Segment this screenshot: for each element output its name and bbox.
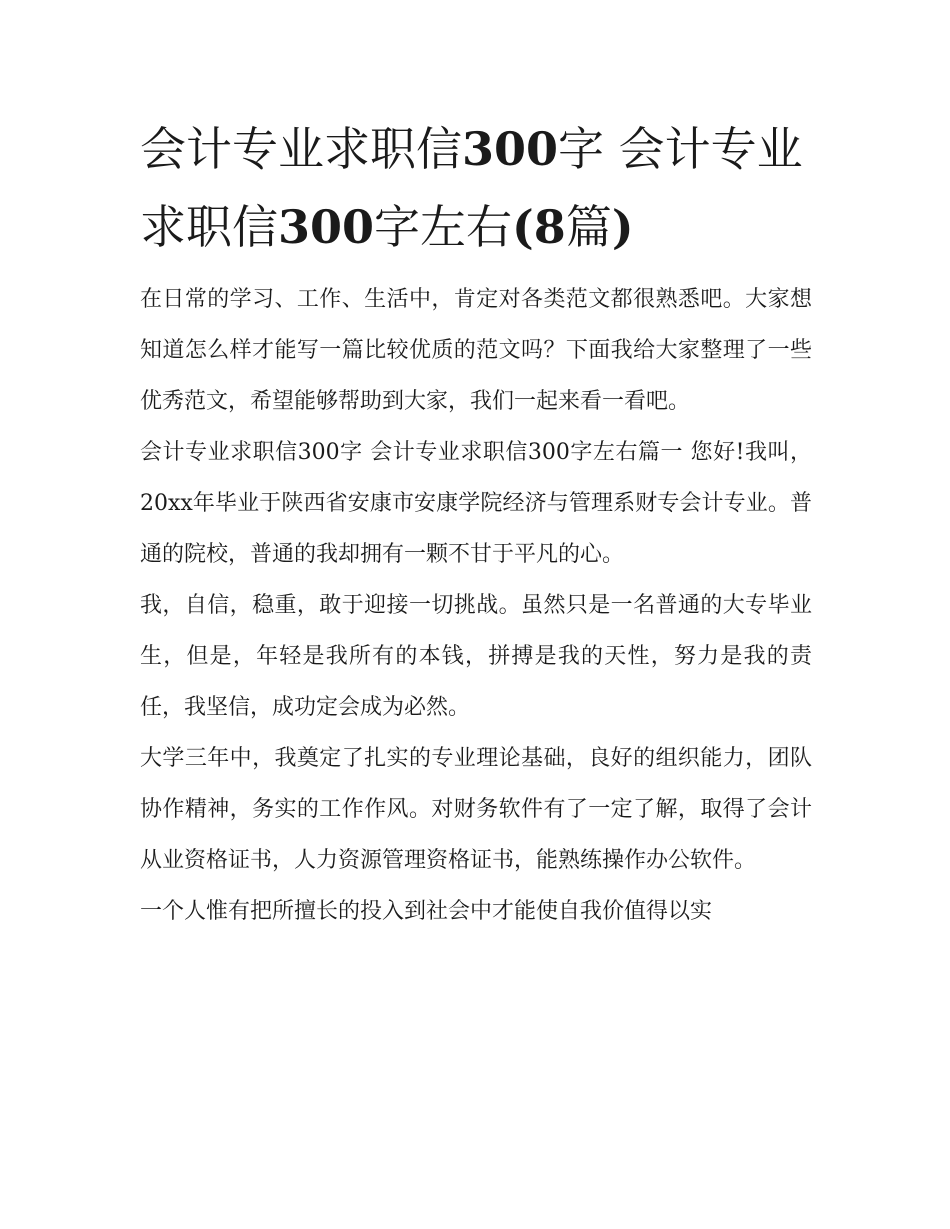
paragraph-self-description: 我，自信，稳重，敢于迎接一切挑战。虽然只是一名普通的大专毕业生，但是，年轻是我所有的本钱，拼搏是我的天性，努力是我的责任，我坚信，成功定会成为必然。 (140, 593, 812, 720)
title-text-3: 字左右 (374, 200, 513, 254)
title-close: ) (611, 200, 634, 254)
paragraph-letter-opening: 会计专业求职信300字 会计专业求职信300字左右篇一 您好!我叫，20xx年毕业于陕西省安康市安康学院经济与管理系财专会计专业。普通的院校，普通的我却拥有一颗不甘于平凡的心。 (140, 440, 812, 567)
title-text-1: 会计专业求职信 (140, 122, 462, 176)
paragraph-intro: 在日常的学习、工作、生活中，肯定对各类范文都很熟悉吧。大家想知道怎么样才能写一篇比较优质的范文吗？下面我给大家整理了一些优秀范文，希望能够帮助到大家，我们一起来看一看吧。 (140, 287, 812, 414)
title-number-1: 300 (462, 122, 559, 176)
document-body (140, 274, 812, 937)
document-page (140, 110, 812, 937)
title-number-2: 300 (278, 200, 375, 254)
paragraph-college-experience: 大学三年中，我奠定了扎实的专业理论基础，良好的组织能力，团队协作精神，务实的工作作风。对财务软件有了一定了解，取得了会计从业资格证书，人力资源管理资格证书，能熟练操作办公软件。 (140, 746, 812, 873)
document-title (140, 110, 812, 266)
title-text-2: 字 会计专业求职信 (140, 122, 803, 254)
title-count: (8 (512, 200, 566, 254)
title-text-4: 篇 (565, 200, 612, 254)
paragraph-closing-partial: 一个人惟有把所擅长的投入到社会中才能使自我价值得以实 (140, 899, 713, 924)
